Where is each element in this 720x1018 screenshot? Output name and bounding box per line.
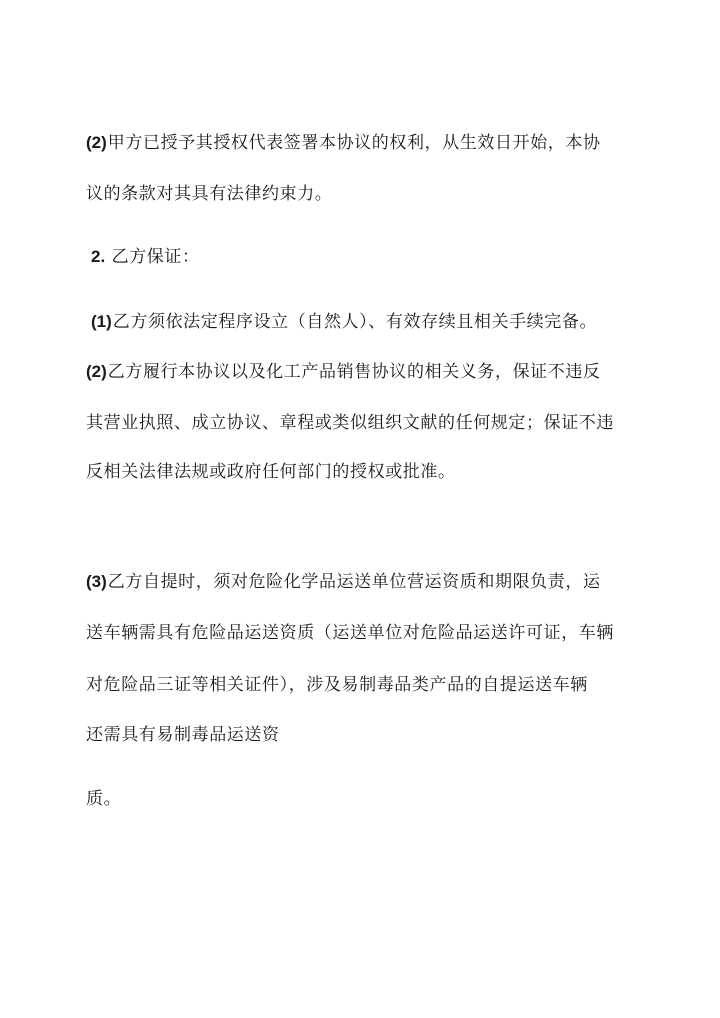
- paragraph-4-text-line-1: 乙方履行本协议以及化工产品销售协议的相关义务，保证不违反: [107, 362, 601, 382]
- paragraph-5-text-line-2: 送车辆需具有危险品运送资质（运送单位对危险品运送许可证，车辆: [86, 623, 614, 643]
- paragraph-2-text-line-1: 乙方保证：: [111, 247, 200, 267]
- paragraph-5-text-line-4: 还需具有易制毒品运送资: [86, 725, 280, 745]
- paragraph-5-text-line-1: 乙方自提时，须对危险化学品运送单位营运资质和期限负责，运: [107, 572, 601, 592]
- paragraph-5-line-2: [86, 622, 614, 644]
- paragraph-3-text-line-1: 乙方须依法定程序设立（自然人）、有效存续且相关手续完备。: [112, 312, 598, 332]
- paragraph-1-line-1: [86, 132, 601, 154]
- paragraph-5-text-line-5: 质。: [86, 789, 122, 809]
- paragraph-1-text-line-1: 甲方已授予其授权代表签署本协议的权利，从生效日开始，本协: [107, 133, 601, 153]
- paragraph-5-number: (3): [86, 572, 107, 591]
- paragraph-5-line-1: [86, 571, 601, 593]
- paragraph-4-line-3: [86, 461, 456, 483]
- paragraph-5-line-4: [86, 724, 280, 746]
- paragraph-3-line-1: [91, 311, 597, 333]
- paragraph-5-line-5: [86, 788, 121, 810]
- paragraph-1-line-2: [86, 183, 332, 205]
- paragraph-2-number: 2.: [91, 247, 106, 266]
- paragraph-1-number: (2): [86, 133, 107, 152]
- paragraph-4-line-2: [86, 412, 614, 434]
- paragraph-5-line-3: [86, 674, 588, 696]
- paragraph-4-text-line-2: 其营业执照、成立协议、章程或类似组织文献的任何规定；保证不违: [86, 413, 614, 433]
- paragraph-5-text-line-3: 对危险品三证等相关证件），涉及易制毒品类产品的自提运送车辆: [86, 675, 588, 695]
- paragraph-1-text-line-2: 议的条款对其具有法律约束力。: [86, 184, 333, 204]
- paragraph-4-line-1: [86, 361, 601, 383]
- paragraph-2-line-1: [91, 246, 200, 268]
- paragraph-3-number: (1): [91, 312, 112, 331]
- paragraph-4-number: (2): [86, 362, 107, 381]
- paragraph-4-text-line-3: 反相关法律法规或政府任何部门的授权或批准。: [86, 462, 456, 482]
